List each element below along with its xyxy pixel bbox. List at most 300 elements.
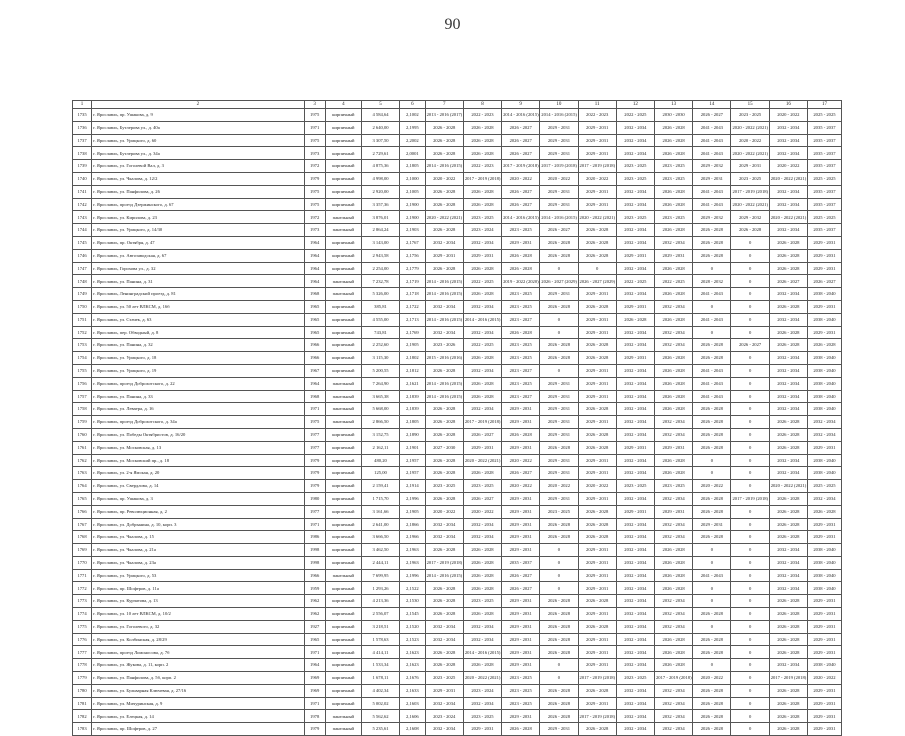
table-cell: 2014 - 2016 (2015): [425, 288, 463, 301]
table-cell: 2026 - 2028: [769, 339, 807, 352]
table-cell: 1752: [73, 326, 92, 339]
table-cell: кирпичный: [325, 236, 361, 249]
table-cell: 2,1005: [400, 185, 425, 198]
table-cell: 2026 - 2028: [578, 249, 616, 262]
table-cell: 2026 - 2028: [655, 262, 693, 275]
table-cell: кирпичный: [325, 505, 361, 518]
table-cell: 2026 - 2028: [769, 531, 807, 544]
table-cell: 2020 - 2022: [693, 480, 731, 493]
table-cell: 1965: [304, 313, 325, 326]
table-cell: 2029 - 2031: [540, 467, 578, 480]
table-cell: 2020 - 2022: [425, 172, 463, 185]
table-cell: 0: [731, 249, 769, 262]
table-row: [73, 518, 842, 531]
table-cell: 2026 - 2028: [655, 390, 693, 403]
table-cell: 2026 - 2028: [463, 390, 501, 403]
table-cell: 2026 - 2028: [463, 352, 501, 365]
table-cell: 2 729,61: [361, 147, 399, 160]
table-cell: 2035 - 2037: [807, 160, 841, 173]
address-cell: г. Ярославль, ул. Победы Октябристов, д. 16/20: [92, 428, 304, 441]
table-cell: 2026 - 2028: [463, 569, 501, 582]
table-cell: 2022 - 2025: [463, 275, 501, 288]
table-cell: 2032 - 2034: [616, 684, 654, 697]
table-cell: 2026 - 2028: [463, 198, 501, 211]
table-cell: 1774: [73, 608, 92, 621]
table-cell: 2023 - 2025: [731, 109, 769, 122]
column-header: 5: [361, 101, 399, 109]
table-cell: 2029 - 2031: [502, 441, 540, 454]
table-row: [73, 569, 842, 582]
table-cell: 2029 - 2031: [540, 403, 578, 416]
table-row: [73, 275, 842, 288]
table-cell: 1770: [73, 556, 92, 569]
table-cell: 2029 - 2031: [578, 608, 616, 621]
table-cell: 2026 - 2028: [769, 697, 807, 710]
table-cell: 2038 - 2040: [807, 454, 841, 467]
table-cell: 1 293,26: [361, 582, 399, 595]
table-cell: 1763: [73, 467, 92, 480]
table-cell: 2026 - 2027: [502, 198, 540, 211]
table-cell: 2029 - 2032: [693, 160, 731, 173]
table-row: [73, 697, 842, 710]
table-cell: 1975: [304, 134, 325, 147]
table-cell: 1 678,11: [361, 672, 399, 685]
table-cell: 2029 - 2031: [502, 595, 540, 608]
table-cell: 1973: [304, 147, 325, 160]
table-cell: 2019 - 2022 (2020): [502, 275, 540, 288]
table-cell: 0: [540, 313, 578, 326]
table-row: [73, 172, 842, 185]
table-cell: 2029 - 2031: [578, 313, 616, 326]
table-cell: 2029 - 2031: [616, 300, 654, 313]
table-cell: 2026 - 2028: [540, 608, 578, 621]
table-cell: 1986: [304, 531, 325, 544]
table-row: [73, 646, 842, 659]
table-cell: 2032 - 2034: [616, 377, 654, 390]
address-cell: г. Ярославль, ул. Жукова, д. 11, корп. 2: [92, 659, 304, 672]
table-cell: 2026 - 2028: [425, 646, 463, 659]
table-cell: 0: [731, 556, 769, 569]
table-cell: 2026 - 2028: [425, 416, 463, 429]
table-cell: 7 699,95: [361, 569, 399, 582]
table-cell: 2 159,41: [361, 480, 399, 493]
table-cell: 2029 - 2031: [578, 326, 616, 339]
table-cell: 2032 - 2034: [616, 608, 654, 621]
table-cell: 2,1900: [400, 211, 425, 224]
table-cell: 2026 - 2028: [769, 723, 807, 736]
address-cell: г. Ярославль, ул. Колбинская, д. 28/29: [92, 633, 304, 646]
table-cell: 2032 - 2034: [769, 364, 807, 377]
address-cell: г. Ярославль, ул. Урицкого, д. 14/30: [92, 224, 304, 237]
table-cell: 2029 - 2031: [578, 633, 616, 646]
table-row: [73, 211, 842, 224]
table-cell: 2026 - 2028: [655, 646, 693, 659]
table-cell: 2022 - 2025: [463, 339, 501, 352]
address-cell: г. Ярославль, ул. Бульварная Ключевая, д. 27/16: [92, 684, 304, 697]
table-cell: кирпичный: [325, 198, 361, 211]
table-cell: 1743: [73, 211, 92, 224]
table-cell: 2022 - 2023: [463, 109, 501, 122]
table-cell: 2038 - 2040: [807, 582, 841, 595]
table-cell: 2026 - 2028: [578, 224, 616, 237]
table-cell: 1781: [73, 697, 92, 710]
table-row: [73, 339, 842, 352]
table-cell: 0: [540, 582, 578, 595]
table-cell: 2020 - 2022 (2021): [463, 454, 501, 467]
table-cell: 2035 - 2037: [502, 556, 540, 569]
table-cell: 1977: [304, 505, 325, 518]
table-cell: 2026 - 2028: [540, 339, 578, 352]
table-cell: 2029 - 2031: [807, 595, 841, 608]
table-cell: 2030 - 2030: [655, 109, 693, 122]
table-cell: 1776: [73, 633, 92, 646]
table-cell: 2 920,00: [361, 185, 399, 198]
table-cell: 2032 - 2034: [769, 569, 807, 582]
table-row: [73, 326, 842, 339]
table-cell: 2023 - 2024: [425, 710, 463, 723]
table-cell: 2029 - 2031: [578, 544, 616, 557]
table-cell: 2,1523: [400, 633, 425, 646]
column-header: 9: [502, 101, 540, 109]
table-cell: 0: [731, 633, 769, 646]
table-cell: 2026 - 2028: [463, 134, 501, 147]
table-cell: 2026 - 2028: [540, 352, 578, 365]
table-cell: 2026 - 2028: [463, 608, 501, 621]
table-cell: 1998: [304, 544, 325, 557]
table-cell: 2026 - 2028: [693, 236, 731, 249]
table-cell: 2029 - 2031: [807, 326, 841, 339]
table-cell: 1737: [73, 134, 92, 147]
table-cell: 2 866,50: [361, 416, 399, 429]
table-cell: 2026 - 2028: [693, 646, 731, 659]
table-row: [73, 377, 842, 390]
table-cell: 0: [540, 544, 578, 557]
table-cell: 1756: [73, 377, 92, 390]
table-cell: 2 254,00: [361, 262, 399, 275]
table-row: [73, 403, 842, 416]
table-cell: 2029 - 2031: [578, 147, 616, 160]
table-cell: 2041 - 2043: [693, 185, 731, 198]
table-cell: 2 943,58: [361, 249, 399, 262]
table-cell: 2026 - 2028: [425, 134, 463, 147]
table-cell: 2029 - 2031: [578, 390, 616, 403]
table-cell: 2035 - 2037: [807, 224, 841, 237]
table-cell: 2026 - 2028: [693, 710, 731, 723]
table-row: [73, 147, 842, 160]
table-cell: 2,1623: [400, 646, 425, 659]
table-cell: 1749: [73, 288, 92, 301]
table-cell: 2026 - 2028: [463, 467, 501, 480]
table-cell: панельный: [325, 710, 361, 723]
table-cell: 5 002,02: [361, 697, 399, 710]
table-cell: 2020 - 2022 (2021): [425, 211, 463, 224]
table-cell: 2,1718: [400, 288, 425, 301]
table-cell: 2023 - 2025: [502, 377, 540, 390]
table-cell: панельный: [325, 723, 361, 736]
table-cell: 2026 - 2028: [425, 454, 463, 467]
column-header: 16: [769, 101, 807, 109]
table-cell: 2032 - 2034: [616, 198, 654, 211]
table-cell: 2023 - 2024: [463, 224, 501, 237]
table-cell: 2026 - 2028: [655, 582, 693, 595]
table-cell: 2,1545: [400, 608, 425, 621]
table-cell: 2026 - 2027 (2029): [578, 275, 616, 288]
table-cell: 2022 - 2025: [655, 275, 693, 288]
table-cell: 0: [693, 300, 731, 313]
table-cell: 1760: [73, 428, 92, 441]
table-cell: 2032 - 2034: [769, 288, 807, 301]
table-cell: 2,2002: [400, 134, 425, 147]
table-cell: 4 555,00: [361, 313, 399, 326]
table-cell: 2026 - 2028: [463, 377, 501, 390]
table-cell: 4 875,36: [361, 160, 399, 173]
table-cell: 1 715,70: [361, 492, 399, 505]
table-cell: 2026 - 2028: [463, 147, 501, 160]
address-cell: г. Ярославль, ул. Елецкая, д. 14: [92, 710, 304, 723]
table-cell: кирпичный: [325, 172, 361, 185]
table-cell: 0: [693, 556, 731, 569]
table-cell: 2029 - 2031: [807, 723, 841, 736]
column-header: 3: [304, 101, 325, 109]
table-cell: 0: [731, 531, 769, 544]
table-cell: 2026 - 2028: [502, 428, 540, 441]
table-cell: 2041 - 2043: [693, 121, 731, 134]
table-cell: 2032 - 2034: [769, 390, 807, 403]
table-cell: 2029 - 2032: [693, 211, 731, 224]
table-cell: 2023 - 2025: [731, 172, 769, 185]
table-cell: 1740: [73, 172, 92, 185]
table-cell: 0: [693, 454, 731, 467]
table-cell: 2026 - 2028: [693, 633, 731, 646]
table-cell: 0: [540, 262, 578, 275]
table-cell: 2023 - 2025: [655, 211, 693, 224]
table-cell: 2026 - 2028: [540, 697, 578, 710]
table-body: [73, 109, 842, 736]
table-cell: 2032 - 2034: [655, 428, 693, 441]
table-cell: 0: [731, 684, 769, 697]
table-cell: 2026 - 2027: [769, 275, 807, 288]
table-cell: 1768: [73, 531, 92, 544]
table-cell: 5 326,00: [361, 288, 399, 301]
table-cell: 2026 - 2027: [502, 134, 540, 147]
table-row: [73, 467, 842, 480]
table-cell: 2038 - 2040: [807, 288, 841, 301]
table-cell: 1761: [73, 441, 92, 454]
table-cell: 2023 - 2024: [463, 684, 501, 697]
table-cell: 2020 - 2022: [731, 134, 769, 147]
table-cell: 5 668,00: [361, 403, 399, 416]
table-cell: 2029 - 2031: [807, 608, 841, 621]
table-cell: 2032 - 2034: [616, 620, 654, 633]
table-cell: 1979: [304, 454, 325, 467]
table-row: [73, 710, 842, 723]
table-cell: 0: [540, 326, 578, 339]
table-cell: 1971: [304, 646, 325, 659]
table-cell: 2017 - 2019 (2018): [578, 710, 616, 723]
table-cell: 0: [731, 454, 769, 467]
table-cell: 2023 - 2027: [502, 364, 540, 377]
table-cell: 2029 - 2031: [807, 646, 841, 659]
table-cell: 1745: [73, 236, 92, 249]
table-cell: 1773: [73, 595, 92, 608]
address-cell: г. Ярославль, Горохова ул., д. 32: [92, 262, 304, 275]
table-cell: 2029 - 2031: [502, 518, 540, 531]
table-cell: 2026 - 2028: [578, 300, 616, 313]
table-cell: 2026 - 2028: [769, 710, 807, 723]
table-cell: 2023 - 2025: [502, 224, 540, 237]
table-cell: 2026 - 2028: [540, 236, 578, 249]
table-cell: кирпичный: [325, 262, 361, 275]
table-cell: кирпичный: [325, 300, 361, 313]
table-cell: 2026 - 2028: [425, 608, 463, 621]
table-cell: 2032 - 2034: [655, 697, 693, 710]
table-cell: 2026 - 2028: [769, 492, 807, 505]
address-cell: г. Ярославль, ул. Гоголевой Вал, д. 3: [92, 160, 304, 173]
table-cell: 2029 - 2031: [425, 249, 463, 262]
table-cell: 2026 - 2028: [463, 121, 501, 134]
address-cell: г. Ярославль, пр. Шоферов, д. 27: [92, 723, 304, 736]
table-cell: кирпичный: [325, 672, 361, 685]
table-cell: 2026 - 2028: [655, 403, 693, 416]
table-cell: 2026 - 2028: [655, 224, 693, 237]
table-cell: 2017 - 2019 (2018): [463, 416, 501, 429]
table-cell: 3 462,50: [361, 544, 399, 557]
table-cell: 2026 - 2028: [655, 467, 693, 480]
table-cell: 2029 - 2031: [540, 185, 578, 198]
table-cell: 0: [731, 646, 769, 659]
table-cell: 2014 - 2016 (2015): [425, 569, 463, 582]
table-cell: 2026 - 2028: [693, 428, 731, 441]
table-cell: 2032 - 2034: [769, 454, 807, 467]
table-cell: 2038 - 2040: [807, 403, 841, 416]
table-cell: 2026 - 2028: [425, 224, 463, 237]
table-cell: 1972: [304, 160, 325, 173]
table-cell: 2026 - 2028: [693, 339, 731, 352]
table-row: [73, 236, 842, 249]
table-cell: 2032 - 2034: [425, 620, 463, 633]
address-cell: г. Ярославль, ул. Добрынина, д. 10, корп. 3: [92, 518, 304, 531]
table-row: [73, 121, 842, 134]
table-cell: 0: [731, 659, 769, 672]
table-cell: 2026 - 2028: [693, 723, 731, 736]
table-cell: 1964: [304, 377, 325, 390]
table-cell: 2032 - 2034: [463, 300, 501, 313]
table-cell: 2026 - 2028: [769, 249, 807, 262]
table-cell: 2041 - 2043: [693, 313, 731, 326]
table-cell: 2,1957: [400, 467, 425, 480]
table-cell: 0: [693, 544, 731, 557]
table-cell: 2023 - 2025: [502, 672, 540, 685]
table-cell: 2,1995: [400, 121, 425, 134]
table-cell: 0: [693, 262, 731, 275]
table-row: [73, 595, 842, 608]
table-cell: 2,1621: [400, 377, 425, 390]
table-cell: 1764: [73, 480, 92, 493]
table-cell: кирпичный: [325, 620, 361, 633]
table-cell: 2026 - 2028: [502, 723, 540, 736]
table-cell: 2029 - 2031: [578, 121, 616, 134]
table-cell: 2026 - 2028: [655, 147, 693, 160]
table-cell: 2038 - 2040: [807, 467, 841, 480]
table-cell: 2,1963: [400, 544, 425, 557]
table-cell: 1746: [73, 249, 92, 262]
table-cell: 2014 - 2016 (2015): [425, 275, 463, 288]
table-cell: 2026 - 2028: [578, 339, 616, 352]
table-cell: 2032 - 2034: [425, 697, 463, 710]
table-cell: 2032 - 2034: [655, 518, 693, 531]
table-cell: 2032 - 2034: [463, 326, 501, 339]
table-cell: 2026 - 2028: [578, 236, 616, 249]
table-cell: 2 640,00: [361, 121, 399, 134]
table-cell: 0: [693, 620, 731, 633]
table-cell: 2026 - 2028: [540, 441, 578, 454]
table-cell: 2,1633: [400, 684, 425, 697]
table-cell: 2026 - 2028: [578, 352, 616, 365]
table-cell: 1975: [304, 416, 325, 429]
table-cell: 2029 - 2031: [463, 723, 501, 736]
table-cell: 3 143,00: [361, 236, 399, 249]
table-row: [73, 160, 842, 173]
table-cell: 2026 - 2028: [425, 467, 463, 480]
table-cell: 2029 - 2031: [578, 454, 616, 467]
table-row: [73, 582, 842, 595]
table-cell: 2026 - 2028: [655, 569, 693, 582]
table-cell: 2029 - 2031: [731, 160, 769, 173]
table-cell: 7 232,78: [361, 275, 399, 288]
table-cell: панельный: [325, 224, 361, 237]
table-cell: кирпичный: [325, 185, 361, 198]
table-cell: 2032 - 2034: [616, 569, 654, 582]
table-cell: 1927: [304, 620, 325, 633]
table-cell: 2029 - 2031: [502, 492, 540, 505]
table-cell: 2,1603: [400, 697, 425, 710]
table-cell: 2026 - 2028: [425, 364, 463, 377]
table-cell: 2,1530: [400, 595, 425, 608]
table-cell: 2032 - 2034: [769, 224, 807, 237]
table-cell: 2023 - 2025: [425, 672, 463, 685]
table-cell: 2029 - 2031: [502, 416, 540, 429]
table-cell: 2023 - 2025: [655, 480, 693, 493]
table-cell: 2029 - 2031: [540, 377, 578, 390]
table-cell: 1977: [304, 428, 325, 441]
table-cell: 2032 - 2034: [655, 339, 693, 352]
table-cell: 2023 - 2025: [463, 480, 501, 493]
table-cell: 3 152,75: [361, 428, 399, 441]
table-cell: 2032 - 2034: [807, 492, 841, 505]
table-cell: кирпичный: [325, 684, 361, 697]
table-cell: 0: [693, 582, 731, 595]
table-cell: 2026 - 2027: [807, 275, 841, 288]
table-row: [73, 505, 842, 518]
table-cell: 3 161,66: [361, 505, 399, 518]
table-cell: 2020 - 2022: [502, 454, 540, 467]
table-cell: 2020 - 2022: [693, 672, 731, 685]
table-cell: 1753: [73, 339, 92, 352]
table-cell: 2026 - 2028: [655, 544, 693, 557]
table-cell: 1738: [73, 147, 92, 160]
table-cell: 2,1914: [400, 480, 425, 493]
table-cell: 2032 - 2034: [425, 633, 463, 646]
table-cell: 0: [731, 390, 769, 403]
table-cell: кирпичный: [325, 364, 361, 377]
table-cell: 2032 - 2034: [769, 659, 807, 672]
table-cell: 1971: [304, 697, 325, 710]
table-cell: 2026 - 2028: [769, 646, 807, 659]
table-cell: 1971: [304, 403, 325, 416]
table-cell: 2022 - 2023: [463, 160, 501, 173]
table-cell: 1966: [304, 339, 325, 352]
table-cell: 1965: [304, 300, 325, 313]
